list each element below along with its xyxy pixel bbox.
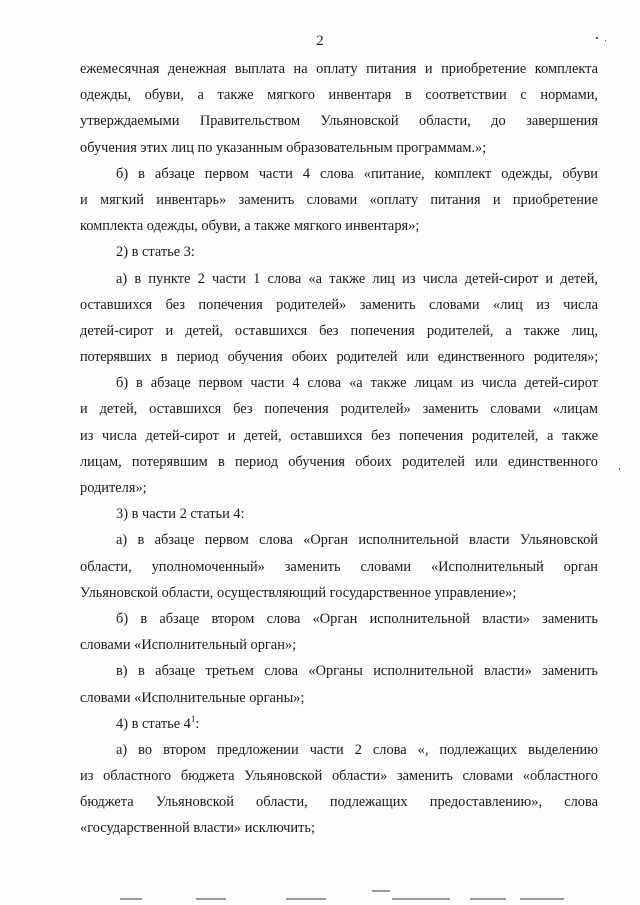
text-line: а) в пункте 2 части 1 слова «а также лиц из числа детей-сирот и детей, bbox=[116, 270, 598, 287]
paragraph bbox=[80, 711, 598, 737]
text-line: б) в абзаце первом части 4 слова «а также лицам из числа детей-сирот bbox=[116, 375, 598, 392]
paragraph bbox=[80, 56, 598, 161]
paragraph bbox=[80, 370, 598, 501]
scan-speck bbox=[596, 37, 598, 39]
scan-dash bbox=[286, 898, 326, 900]
paragraph bbox=[80, 658, 598, 710]
scan-bottom-edge bbox=[0, 886, 640, 905]
text-line: б) в абзаце первом части 4 слова «питание, комплект одежды, обуви bbox=[116, 165, 598, 182]
text-line: утверждаемыми Правительством Ульяновской области, до завершения bbox=[80, 113, 598, 130]
text-line: одежды, обуви, а также мягкого инвентаря в соответствии с нормами, bbox=[80, 87, 598, 104]
text-line: области, уполномоченный» заменить словами «Исполнительный орган bbox=[80, 558, 598, 575]
text-line: а) в абзаце первом слова «Орган исполнительной власти Ульяновской bbox=[116, 532, 598, 549]
text-line: обучения этих лиц по указанным образовательным программам.»; bbox=[80, 139, 487, 156]
paragraph bbox=[80, 239, 598, 265]
text-line: б) в абзаце втором слова «Орган исполнительной власти» заменить bbox=[116, 610, 598, 627]
text-line: потерявших в период обучения обоих родителей или единственного родителя»; bbox=[80, 349, 598, 366]
text-line: словами «Исполнительные органы»; bbox=[80, 689, 305, 706]
scan-speck bbox=[605, 40, 606, 41]
text-line: родителя»; bbox=[80, 480, 147, 496]
page-number: 2 bbox=[316, 33, 324, 49]
text-line: а) во втором предложении части 2 слова «, подлежащих выделению bbox=[116, 741, 598, 758]
text-line: 3) в части 2 статьи 4: bbox=[116, 506, 245, 523]
article-heading-colon: : bbox=[195, 715, 200, 732]
paragraph bbox=[80, 501, 598, 527]
scan-dash bbox=[392, 898, 450, 900]
text-line: и детей, оставшихся без попечения родителей» заменить словами «лицам bbox=[80, 401, 598, 418]
paragraph bbox=[80, 161, 598, 240]
text-line: в) в абзаце третьем слова «Органы исполнительной власти» заменить bbox=[116, 663, 598, 680]
paragraph bbox=[80, 527, 598, 606]
text-line: «государственной власти» исключить; bbox=[80, 820, 315, 837]
article-heading-text: 4) в статье 4 bbox=[116, 715, 191, 732]
paragraph bbox=[80, 266, 598, 371]
scan-dash bbox=[372, 890, 390, 892]
text-line: из областного бюджета Ульяновской области» заменить словами «областного bbox=[80, 768, 598, 785]
text-line: лицам, потерявшим в период обучения обоих родителей или единственного bbox=[80, 453, 598, 470]
text-line: словами «Исполнительный орган»; bbox=[80, 637, 297, 654]
paragraph bbox=[80, 737, 598, 842]
text-line: 2) в статье 3: bbox=[116, 244, 195, 261]
text-line: детей-сирот и детей, оставшихся без попечения родителей, а также лиц, bbox=[80, 322, 598, 339]
document-body bbox=[80, 56, 598, 842]
scan-dash bbox=[470, 898, 506, 900]
scan-dash bbox=[196, 898, 226, 900]
paragraph bbox=[80, 606, 598, 658]
text-line bbox=[80, 711, 598, 737]
article-superscript: 1 bbox=[190, 713, 196, 724]
text-line: комплекта одежды, обуви, а также мягкого инвентаря»; bbox=[80, 218, 420, 235]
text-line: ежемесячная денежная выплата на оплату питания и приобретение комплекта bbox=[80, 61, 598, 77]
text-line: бюджета Ульяновской области, подлежащих предоставлению», слова bbox=[80, 794, 598, 811]
text-line: и мягкий инвентарь» заменить словами «оплату питания и приобретение bbox=[80, 191, 598, 208]
scan-speck bbox=[619, 468, 620, 470]
text-line: оставшихся без попечения родителей» заменить словами «лиц из числа bbox=[80, 296, 598, 313]
text-line: Ульяновской области, осуществляющий государственное управление»; bbox=[80, 584, 517, 601]
scan-dash bbox=[520, 898, 564, 900]
scan-dash bbox=[120, 898, 142, 900]
text-line: из числа детей-сирот и детей, оставшихся без попечения родителей, а также bbox=[80, 427, 598, 444]
